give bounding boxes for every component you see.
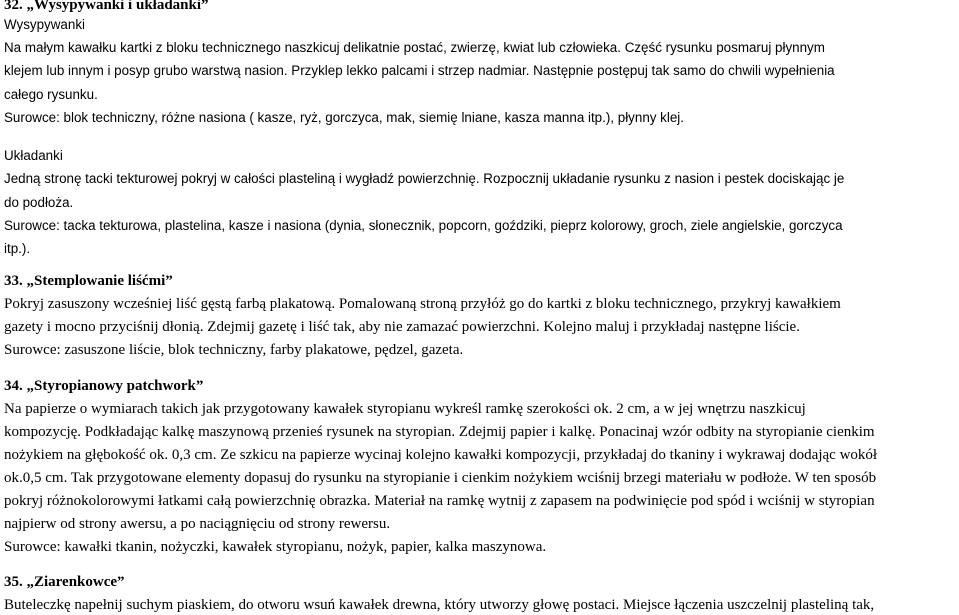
- materials-line: itp.).: [4, 241, 31, 256]
- paragraph-line: najpierw od strony awersu, a po naciągnięciu od strony rewersu.: [4, 516, 391, 532]
- paragraph-line: Na papierze o wymiarach takich jak przygotowany kawałek styropianu wykreśl ramkę szerokości ok. 2 cm, a w jej wnętrzu naszkicuj: [4, 401, 806, 417]
- materials-line: Surowce: tacka tekturowa, plastelina, kasze i nasiona (dynia, słonecznik, popcorn, goździki, pieprz kolorowy, groch, ziele angielskie, gorczyca: [4, 218, 843, 233]
- paragraph-line: Jedną stronę tacki tekturowej pokryj w całości plasteliną i wygładź powierzchnię. Rozpocznij układanie rysunku z nasion i pestek dociskając je: [4, 171, 845, 186]
- paragraph-line: ok.0,5 cm. Tak przygotowane elementy dopasuj do rysunku na styropianie i cienkim nożykiem wciśnij brzegi materiału w podłoże. W ten sposób: [4, 470, 877, 486]
- paragraph-line: całego rysunku.: [4, 87, 98, 102]
- subheading-wysypywanki: Wysypywanki: [4, 17, 85, 32]
- paragraph-line: Pokryj zasuszony wcześniej liść gęstą farbą plakatową. Pomalowaną stroną przyłóż go do kartki z bloku technicznego, przykryj kawałkiem: [4, 296, 841, 312]
- paragraph-line: nożykiem na głębokość ok. 0,3 cm. Ze szkicu na papierze wycinaj kolejno kawałki kompozycji, przykładaj do tkaniny i wykrawaj dodając wokół: [4, 447, 878, 463]
- materials-line: Surowce: kawałki tkanin, nożyczki, kawałek styropianu, nożyk, papier, kalka maszynowa.: [4, 539, 547, 555]
- paragraph-line: klejem lub innym i posyp grubo warstwą nasion. Przyklep lekko palcami i strzep nadmiar. Następnie postępuj tak samo do chwili wypełnienia: [4, 63, 835, 78]
- section-heading-35: 35. „Ziarenkowce”: [4, 574, 125, 590]
- section-heading-34: 34. „Styropianowy patchwork”: [4, 378, 204, 394]
- section-heading-32: 32. „Wysypywanki i układanki”: [4, 0, 209, 13]
- paragraph-line: gazety i mocno przyciśnij dłonią. Zdejmij gazetę i liść tak, aby nie zamazać powierzchni. Kolejno maluj i przykładaj następne liście.: [4, 319, 800, 335]
- paragraph-line: do podłoża.: [4, 195, 74, 210]
- materials-line: Surowce: blok techniczny, różne nasiona ( kasze, ryż, gorczyca, mak, siemię lniane, kasza manna itp.), płynny klej.: [4, 110, 684, 125]
- paragraph-line: Na małym kawałku kartki z bloku technicznego naszkicuj delikatnie postać, zwierzę, kwiat lub człowieka. Część rysunku posmaruj płynnym: [4, 40, 825, 55]
- paragraph-line: Buteleczkę napełnij suchym piaskiem, do otworu wsuń kawałek drewna, który utworzy głowę postaci. Miejsce łączenia uszczelnij plasteliną tak,: [4, 597, 875, 613]
- paragraph-line: pokryj różnokolorowymi łatkami całą powierzchnię obrazka. Materiał na ramkę wytnij z zapasem na podwinięcie pod spód i wciśnij w styropian: [4, 493, 875, 509]
- section-heading-33: 33. „Stemplowanie liśćmi”: [4, 273, 173, 289]
- paragraph-line: kompozycję. Podkładając kalkę maszynową przenieś rysunek na styropian. Zdejmij papier i kalkę. Ponacinaj wzór odbity na styropianie cienkim: [4, 424, 875, 440]
- materials-line: Surowce: zasuszone liście, blok techniczny, farby plakatowe, pędzel, gazeta.: [4, 342, 464, 358]
- subheading-ukladanki: Układanki: [4, 148, 63, 163]
